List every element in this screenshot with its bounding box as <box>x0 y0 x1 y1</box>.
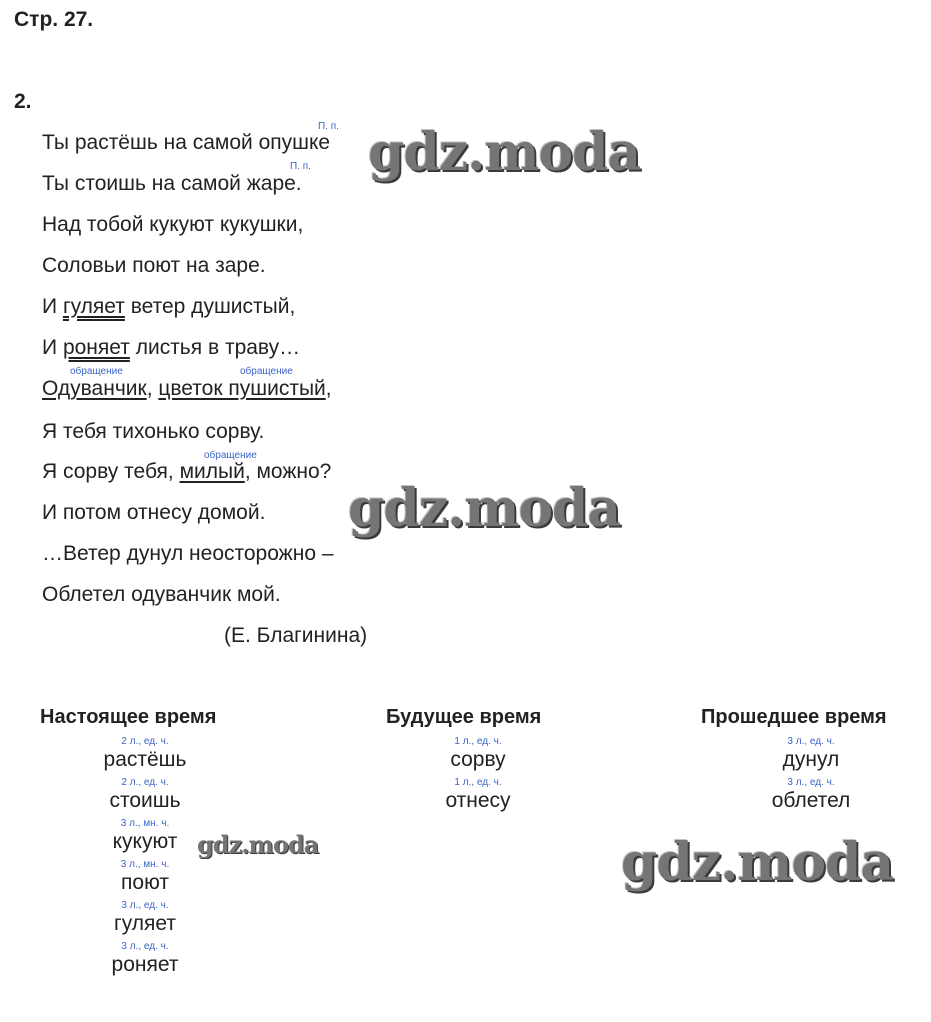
line-text: И <box>42 336 63 359</box>
address-note: обращение <box>204 450 257 461</box>
verb-word: стоишь <box>109 789 181 812</box>
poem-line <box>42 295 295 319</box>
line-text: , <box>146 377 159 400</box>
verb-word: гуляет <box>114 912 176 935</box>
address-word: цветок пушистый <box>158 377 326 400</box>
verb-form-note: 1 л., ед. ч. <box>454 736 502 747</box>
line-text: , можно? <box>244 460 332 483</box>
page-title: Стр. 27. <box>14 8 94 31</box>
line-text: , <box>325 377 332 400</box>
verb-form-note: 3 л., ед. ч. <box>787 736 835 747</box>
predicate-word: роняет <box>62 336 130 359</box>
past-tense-list <box>751 730 871 812</box>
present-tense-heading: Настоящее время <box>40 706 217 728</box>
verb-form-note: 1 л., ед. ч. <box>454 777 502 788</box>
verb-word: дунул <box>782 748 840 771</box>
past-tense-heading: Прошедшее время <box>701 706 887 728</box>
verb-word: облетел <box>771 789 851 812</box>
verb-word: растёшь <box>103 748 187 771</box>
address-word: милый <box>179 460 245 483</box>
watermark: gdz.moda <box>368 122 641 183</box>
poem-line: Ты растёшь на самой опушке <box>42 131 331 154</box>
poem-line <box>42 336 300 360</box>
verb-form-note: 3 л., мн. ч. <box>120 818 170 829</box>
poem-line <box>42 460 331 484</box>
future-tense-list <box>418 730 538 812</box>
verb-word: роняет <box>111 953 179 976</box>
watermark: gdz.moda <box>348 478 621 539</box>
verb-word: отнесу <box>445 789 511 812</box>
verb-word: кукуют <box>112 830 178 853</box>
verb-word: поют <box>121 871 169 894</box>
predicate-word: гуляет <box>62 295 125 318</box>
verb-word: сорву <box>450 748 506 771</box>
poem-line: Облетел одуванчик мой. <box>42 583 281 606</box>
case-note: П. п. <box>290 161 311 172</box>
line-text: листья в траву… <box>129 336 301 359</box>
address-note: обращение <box>240 366 293 377</box>
verb-form-note: 3 л., ед. ч. <box>121 941 169 952</box>
line-text: Я сорву тебя, <box>42 460 180 483</box>
poem-line: …Ветер дунул неосторожно – <box>42 542 334 565</box>
line-text: ветер душистый, <box>124 295 296 318</box>
line-text: И <box>42 295 63 318</box>
verb-form-note: 2 л., ед. ч. <box>121 777 169 788</box>
address-note: обращение <box>70 366 123 377</box>
case-note: П. п. <box>318 121 339 132</box>
watermark: gdz.moda <box>197 830 319 859</box>
poem-line <box>42 377 332 401</box>
watermark: gdz.moda <box>621 832 894 893</box>
future-tense-heading: Будущее время <box>386 706 542 728</box>
poem-line: Над тобой кукуют кукушки, <box>42 213 304 236</box>
verb-form-note: 2 л., ед. ч. <box>121 736 169 747</box>
poem-line: Соловьи поют на заре. <box>42 254 266 277</box>
verb-form-note: 3 л., ед. ч. <box>787 777 835 788</box>
present-tense-list <box>85 730 205 976</box>
task-number: 2. <box>14 90 32 113</box>
address-word: Одуванчик <box>42 377 147 400</box>
poem-line: Ты стоишь на самой жаре. <box>42 172 302 195</box>
poem-author: (Е. Благинина) <box>224 624 368 647</box>
verb-form-note: 3 л., мн. ч. <box>120 859 170 870</box>
poem-line: И потом отнесу домой. <box>42 501 266 524</box>
verb-form-note: 3 л., ед. ч. <box>121 900 169 911</box>
poem-line: Я тебя тихонько сорву. <box>42 420 265 443</box>
